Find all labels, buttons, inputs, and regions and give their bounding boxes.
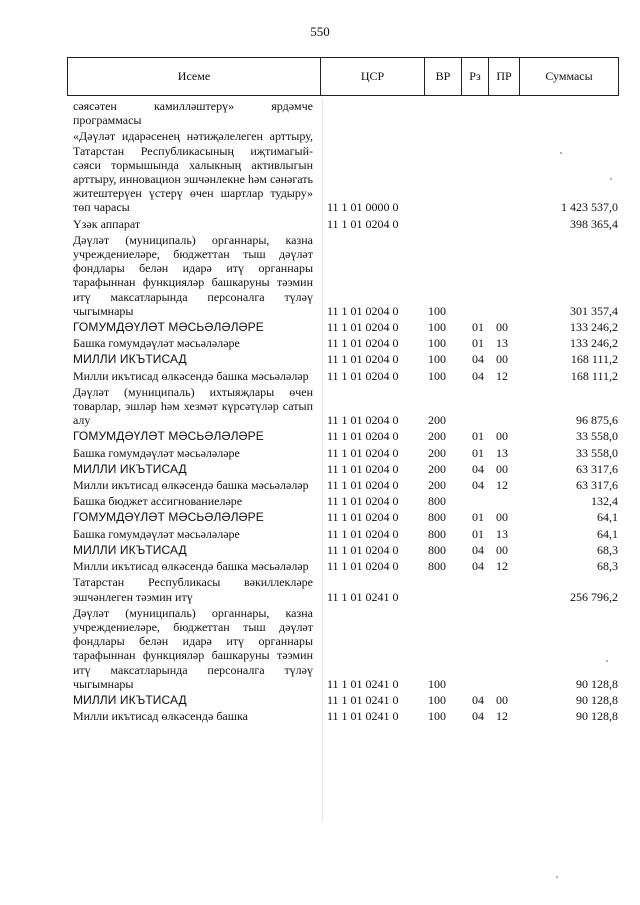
table-row [73, 369, 619, 385]
row-rz: 04 [472, 709, 484, 724]
row-csr: 11 1 01 0000 0 [327, 200, 399, 215]
table-row [73, 575, 619, 605]
row-vr: 100 [428, 320, 446, 335]
table-row [73, 446, 619, 462]
table-row [73, 99, 619, 129]
row-sum: 168 111,2 [570, 368, 618, 383]
row-sum: 64,1 [597, 526, 618, 541]
row-pr: 12 [496, 478, 508, 493]
row-pr: 00 [496, 692, 508, 707]
row-pr: 00 [496, 542, 508, 557]
row-sum: 90 128,8 [576, 692, 618, 707]
row-pr: 00 [496, 429, 508, 444]
row-csr: 11 1 01 0204 0 [327, 429, 399, 444]
row-csr: 11 1 01 0204 0 [327, 413, 399, 428]
row-name: сәясәтен камилләштерү» ярдәмче программасы [73, 99, 313, 128]
table-row [73, 527, 619, 543]
row-csr: 11 1 01 0241 0 [327, 589, 399, 604]
table-row [73, 336, 619, 352]
row-csr: 11 1 01 0204 0 [327, 336, 399, 351]
row-name: МИЛЛИ ИКЪТИСАД [73, 352, 187, 367]
row-csr: 11 1 01 0204 0 [327, 352, 399, 367]
row-rz: 01 [472, 336, 484, 351]
table-row [73, 462, 619, 478]
row-sum: 132,4 [591, 494, 618, 509]
table-row [73, 543, 619, 559]
row-sum: 133 246,2 [570, 320, 618, 335]
row-rz: 04 [472, 478, 484, 493]
row-sum: 301 357,4 [570, 303, 618, 318]
row-vr: 800 [428, 559, 446, 574]
table-row [73, 429, 619, 445]
row-sum: 33 558,0 [576, 445, 618, 460]
row-rz: 01 [472, 320, 484, 335]
row-sum: 63 317,6 [576, 478, 618, 493]
table-row [73, 320, 619, 336]
header-rz: Рз [462, 58, 489, 95]
row-name: Башка гомумдәүләт мәсьәләләре [73, 445, 240, 460]
header-sum: Суммасы [545, 69, 593, 83]
row-pr: 12 [496, 559, 508, 574]
row-name: Милли икътисад өлкәсендә башка мәсьәләләр [73, 478, 309, 493]
table-row [73, 510, 619, 526]
row-sum: 68,3 [597, 542, 618, 557]
row-sum: 64,1 [597, 510, 618, 525]
row-vr: 200 [428, 413, 446, 428]
row-csr: 11 1 01 0204 0 [327, 368, 399, 383]
table-row [73, 233, 619, 320]
table-row [73, 129, 619, 216]
row-sum: 90 128,8 [576, 709, 618, 724]
row-sum: 90 128,8 [576, 676, 618, 691]
row-name: Дәүләт (муниципаль) ихтыяҗлары өчен товарлар, эшләр һәм хезмәт күрсәтүләр сатып алу [73, 384, 313, 428]
table-row [73, 693, 619, 709]
table-row [73, 217, 619, 233]
row-sum: 1 423 537,0 [561, 200, 618, 215]
row-sum: 398 365,4 [570, 216, 618, 231]
row-vr: 800 [428, 510, 446, 525]
row-vr: 100 [428, 352, 446, 367]
row-sum: 33 558,0 [576, 429, 618, 444]
row-csr: 11 1 01 0241 0 [327, 676, 399, 691]
row-name: МИЛЛИ ИКЪТИСАД [73, 461, 187, 476]
row-csr: 11 1 01 0204 0 [327, 461, 399, 476]
row-name: Башка гомумдәүләт мәсьәләләре [73, 336, 240, 351]
table-header [67, 57, 619, 96]
row-name: МИЛЛИ ИКЪТИСАД [73, 692, 187, 707]
row-name: Милли икътисад өлкәсендә башка [73, 709, 248, 724]
row-pr: 12 [496, 709, 508, 724]
row-vr: 100 [428, 692, 446, 707]
row-name: Үзәк аппарат [73, 216, 141, 231]
row-csr: 11 1 01 0204 0 [327, 303, 399, 318]
row-rz: 04 [472, 368, 484, 383]
row-sum: 256 796,2 [570, 589, 618, 604]
row-pr: 00 [496, 461, 508, 476]
row-csr: 11 1 01 0241 0 [327, 692, 399, 707]
scan-speck [606, 660, 608, 662]
table-row [73, 352, 619, 368]
row-vr: 200 [428, 478, 446, 493]
row-csr: 11 1 01 0204 0 [327, 559, 399, 574]
row-pr: 00 [496, 510, 508, 525]
row-vr: 200 [428, 429, 446, 444]
row-vr: 100 [428, 709, 446, 724]
row-csr: 11 1 01 0204 0 [327, 542, 399, 557]
row-sum: 168 111,2 [570, 352, 618, 367]
row-name: ГОМУМДӘҮЛӘТ МӘСЬӘЛӘЛӘРЕ [73, 429, 264, 444]
row-vr: 800 [428, 526, 446, 541]
row-pr: 00 [496, 320, 508, 335]
row-name: «Дәүләт идарәсенең нәтиҗәлелеген арттыру, Татарстан Республикасының иҗтимагый-сәяси тормышында халыкның активлыгын арттыру, инновацион эшчәнлекне һәм сәнәгать житештерүен үстерү өчен шартлар тудыру» төп чарасы [73, 129, 313, 215]
row-pr: 12 [496, 368, 508, 383]
table-row [73, 385, 619, 430]
header-pr: ПР [489, 58, 520, 95]
row-name: Башка гомумдәүләт мәсьәләләре [73, 526, 240, 541]
row-vr: 800 [428, 494, 446, 509]
row-pr: 00 [496, 352, 508, 367]
scan-speck [556, 876, 558, 878]
header-csr: ЦСР [321, 58, 425, 95]
row-pr: 13 [496, 445, 508, 460]
row-vr: 100 [428, 676, 446, 691]
row-csr: 11 1 01 0204 0 [327, 494, 399, 509]
row-name: Милли икътисад өлкәсендә башка мәсьәләләр [73, 368, 309, 383]
row-name: Татарстан Республикасы вәкиллекләре эшчәнлеген тәэмин итү [73, 575, 313, 604]
row-rz: 01 [472, 510, 484, 525]
row-rz: 04 [472, 692, 484, 707]
row-name: ГОМУМДӘҮЛӘТ МӘСЬӘЛӘЛӘРЕ [73, 510, 264, 525]
row-vr: 100 [428, 303, 446, 318]
row-vr: 100 [428, 336, 446, 351]
row-rz: 04 [472, 461, 484, 476]
row-sum: 133 246,2 [570, 336, 618, 351]
row-pr: 13 [496, 526, 508, 541]
row-csr: 11 1 01 0204 0 [327, 320, 399, 335]
table-row [73, 606, 619, 693]
row-name: Дәүләт (муниципаль) органнары, казна учреждениеләре, бюджеттан тыш дәүләт фондлары белән идарә итү органнары тарафыннан функцияләр башкаруны тәэмин итү максатларында персоналга түләү чыгымнары [73, 605, 313, 691]
row-sum: 63 317,6 [576, 461, 618, 476]
table-row [73, 559, 619, 575]
row-csr: 11 1 01 0204 0 [327, 526, 399, 541]
header-name: Исеме [68, 58, 321, 95]
row-name: Башка бюджет ассигнованиеләре [73, 494, 243, 509]
table-row [73, 478, 619, 494]
row-rz: 04 [472, 352, 484, 367]
row-csr: 11 1 01 0204 0 [327, 478, 399, 493]
row-vr: 200 [428, 461, 446, 476]
row-name: ГОМУМДӘҮЛӘТ МӘСЬӘЛӘЛӘРЕ [73, 320, 264, 335]
table-row [73, 709, 619, 725]
row-rz: 04 [472, 542, 484, 557]
row-rz: 01 [472, 526, 484, 541]
row-vr: 100 [428, 368, 446, 383]
page-number: 550 [310, 24, 330, 39]
row-name: МИЛЛИ ИКЪТИСАД [73, 542, 187, 557]
row-csr: 11 1 01 0204 0 [327, 216, 399, 231]
row-csr: 11 1 01 0204 0 [327, 445, 399, 460]
table-row [73, 494, 619, 510]
row-sum: 68,3 [597, 559, 618, 574]
row-csr: 11 1 01 0204 0 [327, 510, 399, 525]
row-vr: 800 [428, 542, 446, 557]
row-sum: 96 875,6 [576, 413, 618, 428]
row-name: Милли икътисад өлкәсендә башка мәсьәләләр [73, 559, 309, 574]
row-name: Дәүләт (муниципаль) органнары, казна учреждениеләре, бюджеттан тыш дәүләт фондлары белән идарә итү органнары тарафыннан функцияләр башкаруны тәэмин итү максатларында персоналга түләү чыгымнары [73, 232, 313, 318]
row-rz: 01 [472, 429, 484, 444]
row-rz: 01 [472, 445, 484, 460]
row-csr: 11 1 01 0241 0 [327, 709, 399, 724]
scan-speck [560, 152, 562, 154]
row-pr: 13 [496, 336, 508, 351]
budget-table-body [73, 99, 619, 725]
scan-speck [610, 178, 612, 180]
row-vr: 200 [428, 445, 446, 460]
row-rz: 04 [472, 559, 484, 574]
header-vr: ВР [425, 58, 462, 95]
